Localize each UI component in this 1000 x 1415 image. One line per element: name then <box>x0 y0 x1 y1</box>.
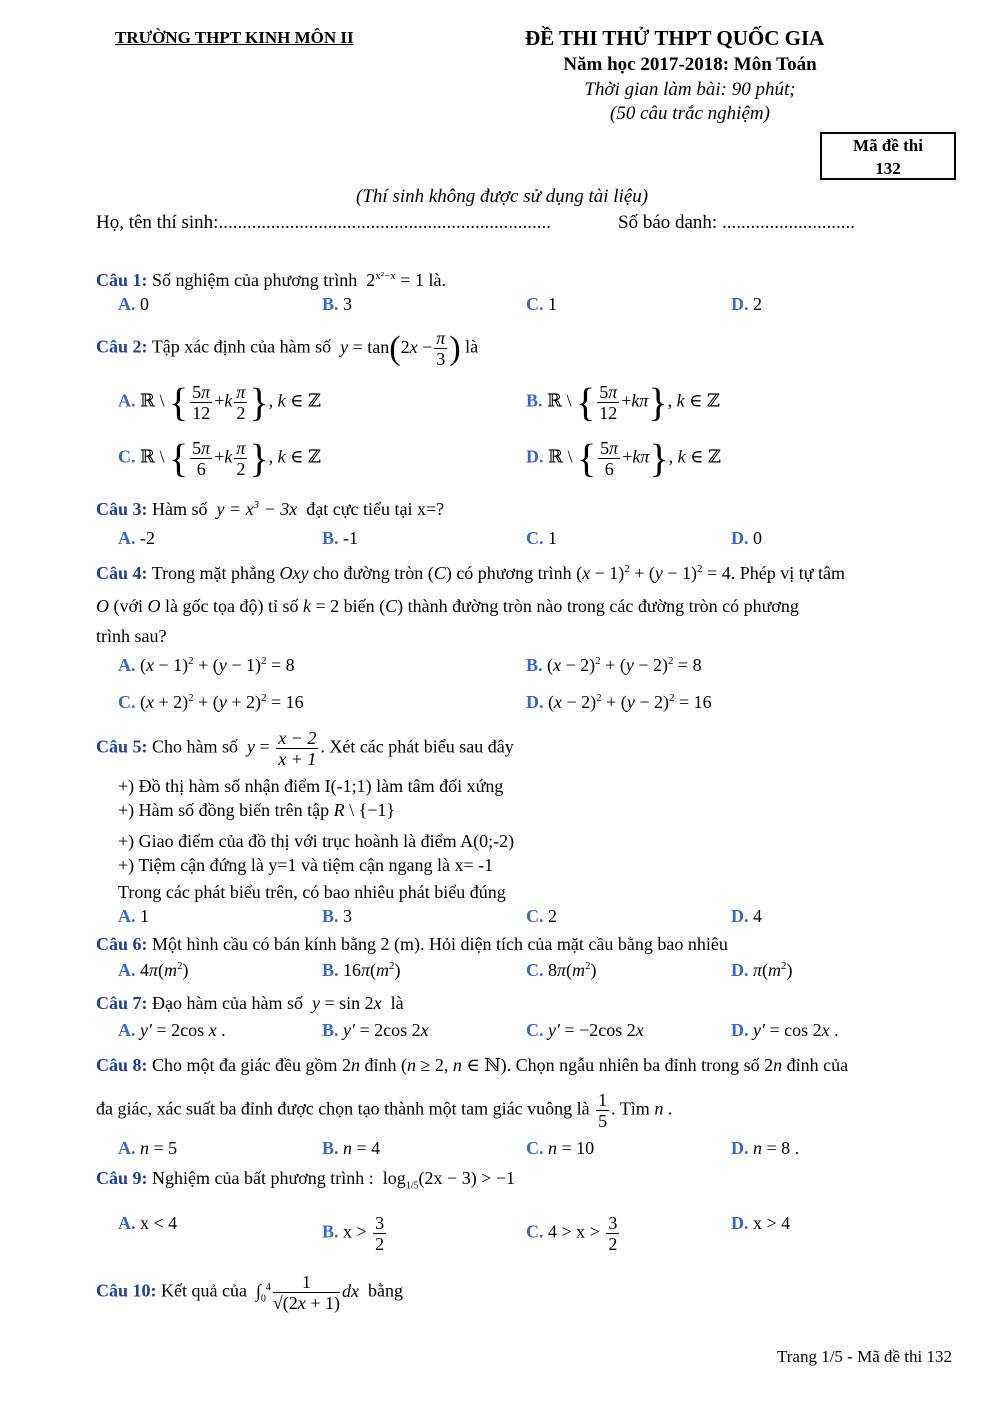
q6-option-b[interactable]: B. $16\pi(m^2)$ <box>322 960 401 980</box>
q7-option-d[interactable]: D. y′ = cos 2x . <box>731 1020 839 1040</box>
q3-option-b[interactable]: B. -1 <box>322 528 359 548</box>
question-label: Câu 5: <box>96 736 148 757</box>
q6-option-d[interactable]: D. $\pi(m^2)$ <box>731 960 793 980</box>
q3-option-d[interactable]: D. 0 <box>731 528 762 548</box>
q5-option-c[interactable]: C. 2 <box>526 906 557 926</box>
q5-statement-3: +) Giao điểm của đồ thị với trục hoành là điểm A(0;-2) <box>118 831 515 851</box>
q4-option-c[interactable]: C. $(x + 2)^2 + (y + 2)^2 = 16$ <box>118 692 304 712</box>
q7-option-a[interactable]: A. y′ = 2cos x . <box>118 1020 226 1040</box>
question-label: Câu 1: <box>96 270 148 290</box>
question-3 <box>96 499 444 520</box>
q8-option-b[interactable]: B. n = 4 <box>322 1138 381 1158</box>
question-4-line2: O (với O là gốc tọa độ) tỉ số k = 2 biến (C) thành đường tròn nào trong các đường tròn có phương <box>96 596 799 616</box>
exam-year: Năm học 2017-2018: Môn Toán <box>563 54 817 75</box>
q9-option-d[interactable]: D. x > 4 <box>731 1213 791 1233</box>
q6-option-a[interactable]: A. $4\pi(m^2)$ <box>118 960 189 980</box>
q6-option-c[interactable]: C. $8\pi(m^2)$ <box>526 960 597 980</box>
question-9: Câu 9: Nghiệm của bất phương trình : $\log_{1/5}(2x - 3) > -1$ <box>96 1168 515 1192</box>
student-id-line: Số báo danh: ............................ <box>618 212 855 233</box>
math-expr: $y = x^3 - 3x$ <box>212 499 302 519</box>
q4-option-a[interactable]: A. $(x - 1)^2 + (y - 1)^2 = 8$ <box>118 655 295 675</box>
question-10: Câu 10: Kết quả của $\int_0^4$ $\frac{1}{√(2x + 1)}$ dx bằng <box>96 1272 403 1313</box>
question-label: Câu 4: <box>96 563 148 583</box>
q3-option-a[interactable]: A. -2 <box>118 528 155 548</box>
q9-option-b[interactable]: B. x > $\frac{3}{2}$ <box>322 1213 385 1254</box>
question-text: Số nghiệm của phương trình <box>152 270 358 290</box>
exam-time: Thời gian làm bài: 90 phút; <box>584 79 796 100</box>
q3-option-c[interactable]: C. 1 <box>526 528 557 548</box>
question-4: Câu 4: Trong mặt phẳng Oxy cho đường tròn (C) có phương trình $(x - 1)^2 + (y - 1)^2 = 4$. Phép vị tự tâm <box>96 563 845 583</box>
q5-option-d[interactable]: D. 4 <box>731 906 762 926</box>
question-tail: là. <box>428 270 446 290</box>
question-7: Câu 7: Đạo hàm của hàm số y = sin 2x là <box>96 993 404 1013</box>
exam-count: (50 câu trắc nghiệm) <box>610 103 770 124</box>
question-8-line2: đa giác, xác suất ba đỉnh được chọn tạo thành một tam giác vuông là $\frac{1}{5}$ . Tìm n . <box>96 1090 673 1131</box>
q5-statement-2: +) Hàm số đồng biến trên tập R \ {−1} <box>118 800 396 820</box>
student-name-line: Họ, tên thí sinh:...................................................................... <box>96 212 551 233</box>
question-tail: là <box>465 336 479 357</box>
question-1 <box>96 270 446 291</box>
question-text: Hàm số <box>152 499 208 519</box>
q7-option-c[interactable]: C. y′ = −2cos 2x <box>526 1020 644 1040</box>
question-label: Câu 2: <box>96 336 148 357</box>
q9-option-a[interactable]: A. x < 4 <box>118 1213 178 1233</box>
question-2 <box>96 328 478 369</box>
question-4-line3: trình sau? <box>96 626 167 646</box>
q8-option-c[interactable]: C. n = 10 <box>526 1138 595 1158</box>
math-expr: y = tan(2x − $\frac{\pi}{3}$ ) <box>340 328 461 369</box>
q2-option-c[interactable]: C. ℝ \ { $\frac{5\pi}{6}$ +k $\frac{\pi}{2}$ }, k ∈ ℤ <box>118 435 322 481</box>
question-tail: đạt cực tiểu tại x=? <box>306 499 445 519</box>
exam-code-value: 132 <box>875 159 901 178</box>
math-expr: $2^{x^2-x} = 1$ <box>361 270 424 290</box>
question-label: Câu 8: <box>96 1055 148 1075</box>
exam-code-box <box>820 132 956 180</box>
q5-statement-4: +) Tiệm cận đứng là y=1 và tiệm cận ngang là x= -1 <box>118 855 494 875</box>
q2-option-b[interactable]: B. ℝ \ { $\frac{5\pi}{12}$ +kπ}, k ∈ ℤ <box>526 379 721 425</box>
school-name: TRƯỜNG THPT KINH MÔN II <box>115 28 354 47</box>
exam-code-label: Mã đề thi <box>853 136 923 155</box>
q4-option-d[interactable]: D. $(x - 2)^2 + (y - 2)^2 = 16$ <box>526 692 712 712</box>
question-text: Tập xác định của hàm số <box>151 336 332 357</box>
question-label: Câu 3: <box>96 499 148 519</box>
question-label: Câu 7: <box>96 993 148 1013</box>
q9-option-c[interactable]: C. 4 > x > $\frac{3}{2}$ <box>526 1213 618 1254</box>
q8-option-d[interactable]: D. n = 8 . <box>731 1138 800 1158</box>
q1-option-a[interactable]: A. 0 <box>118 294 149 314</box>
question-label: Câu 9: <box>96 1168 148 1188</box>
page-footer: Trang 1/5 - Mã đề thi 132 <box>776 1347 952 1366</box>
question-5: Câu 5: Cho hàm số y = $\frac{x - 2}{x + 1}$ . Xét các phát biểu sau đây <box>96 728 514 769</box>
q1-option-b[interactable]: B. 3 <box>322 294 353 314</box>
q8-option-a[interactable]: A. n = 5 <box>118 1138 178 1158</box>
q5-question: Trong các phát biểu trên, có bao nhiêu phát biểu đúng <box>118 882 506 902</box>
q5-option-b[interactable]: B. 3 <box>322 906 353 926</box>
q2-option-d[interactable]: D. ℝ \ { $\frac{5\pi}{6}$ +kπ}, k ∈ ℤ <box>526 435 722 481</box>
q7-option-b[interactable]: B. y′ = 2cos 2x <box>322 1020 429 1040</box>
question-8: Câu 8: Cho một đa giác đều gồm 2n đỉnh (n ≥ 2, n ∈ ℕ). Chọn ngẫu nhiên ba đỉnh trong số 2n đỉnh của <box>96 1055 849 1075</box>
q1-option-d[interactable]: D. 2 <box>731 294 762 314</box>
question-label: Câu 10: <box>96 1280 157 1301</box>
question-6: Câu 6: Một hình cầu có bán kính bằng 2 (m). Hỏi diện tích của mặt cầu bằng bao nhiêu <box>96 934 728 954</box>
exam-title: ĐỀ THI THỬ THPT QUỐC GIA <box>525 26 825 50</box>
question-label: Câu 6: <box>96 934 148 954</box>
q5-option-a[interactable]: A. 1 <box>118 906 149 926</box>
exam-note: (Thí sinh không được sử dụng tài liệu) <box>356 186 649 207</box>
q4-option-b[interactable]: B. $(x - 2)^2 + (y - 2)^2 = 8$ <box>526 655 702 675</box>
q2-option-a[interactable]: A. ℝ \ { $\frac{5\pi}{12}$ +k $\frac{\pi}{2}$ }, k ∈ ℤ <box>118 379 322 425</box>
q1-option-c[interactable]: C. 1 <box>526 294 557 314</box>
q5-statement-1: +) Đồ thị hàm số nhận điểm I(-1;1) làm tâm đối xứng <box>118 776 504 796</box>
